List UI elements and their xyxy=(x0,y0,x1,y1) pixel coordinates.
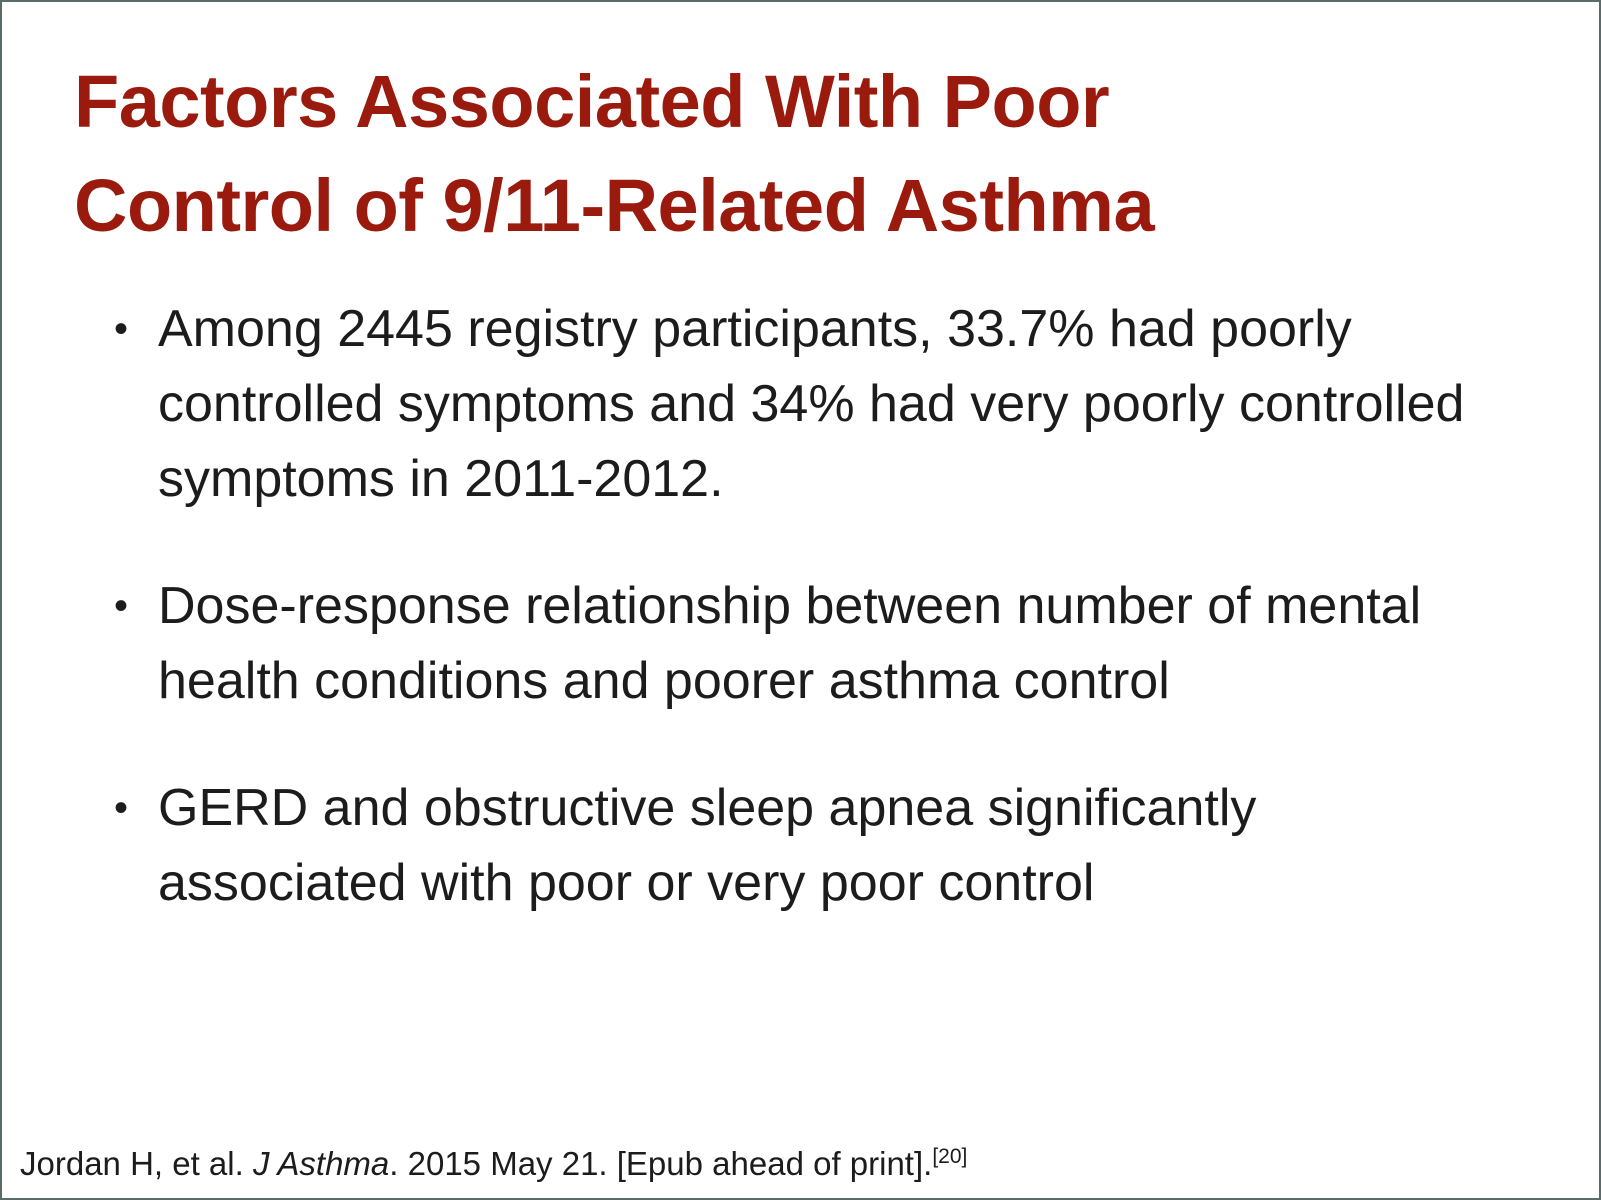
slide-title-line-1: Factors Associated With Poor xyxy=(74,60,1110,143)
slide-title xyxy=(74,50,1474,258)
citation-journal: J Asthma xyxy=(252,1145,390,1182)
citation-details: . 2015 May 21. [Epub ahead of print]. xyxy=(389,1145,933,1182)
slide-title-line-2: Control of 9/11-Related Asthma xyxy=(74,164,1155,247)
bullet-list xyxy=(114,292,1474,973)
bullet-marker: • xyxy=(114,584,129,628)
citation xyxy=(20,1142,967,1186)
bullet-marker: • xyxy=(114,786,129,830)
citation-authors: Jordan H, et al. xyxy=(20,1145,253,1182)
bullet-item-registry-participants xyxy=(114,292,1474,517)
bullet-text: GERD and obstructive sleep apnea significantly associated with poor or very poor control xyxy=(158,779,1257,912)
bullet-marker: • xyxy=(114,307,129,351)
bullet-item-dose-response xyxy=(114,569,1474,719)
citation-reference-number: [20] xyxy=(932,1145,968,1168)
bullet-text: Dose-response relationship between number of mental health conditions and poorer asthma control xyxy=(158,577,1422,710)
bullet-text: Among 2445 registry participants, 33.7% had poorly controlled symptoms and 34% had very poorly controlled symptoms in 2011-2012. xyxy=(158,300,1465,508)
bullet-item-gerd-sleep-apnea xyxy=(114,771,1474,921)
